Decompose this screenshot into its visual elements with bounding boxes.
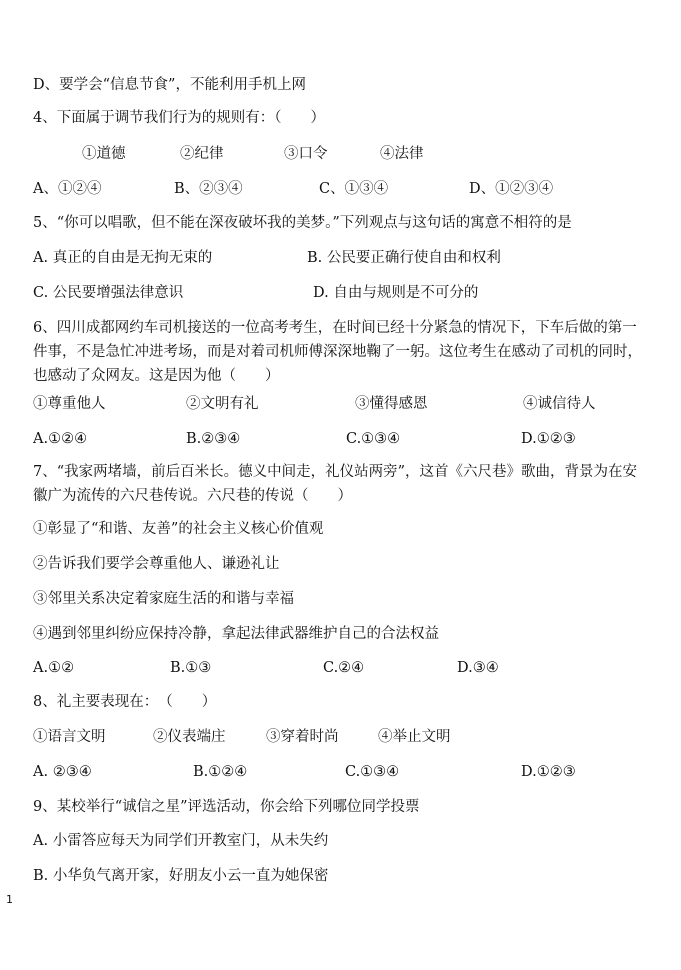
question-7: 7、“我家两堵墙，前后百米长。德义中间走，礼仪站两旁”，这首《六尺巷》歌曲，背景为在安徽广为流传的六尺巷传说。六尺巷的传说（ ） [33,464,638,504]
q4-option-d: D、①②③④ [469,181,554,197]
q6-option-b: B.②③④ [186,431,241,447]
q7-option-c: C.②④ [323,660,365,676]
q3-option-d: D、要学会“信息节食”，不能利用手机上网 [33,77,306,93]
q6-option-d: D.①②③ [521,431,576,447]
q6-item-4: ④诚信待人 [523,396,596,412]
q8-item-1: ①语言文明 [33,729,106,745]
q7-option-a: A.①② [33,660,75,676]
q4-item-1: ①道德 [82,146,126,162]
q8-item-3: ③穿着时尚 [266,729,339,745]
q8-option-a: A. ②③④ [33,764,92,780]
q7-statement-2: ②告诉我们要学会尊重他人、谦逊礼让 [33,556,280,572]
q7-statement-4: ④遇到邻里纠纷应保持冷静，拿起法律武器维护自己的合法权益 [33,626,439,642]
q5-option-a: A. 真正的自由是无拘无束的 [33,250,213,266]
q6-item-2: ②文明有礼 [186,396,259,412]
q4-option-c: C、①③④ [319,181,389,197]
question-4: 4、下面属于调节我们行为的规则有：（ ） [33,110,325,126]
q8-item-4: ④举止文明 [378,729,451,745]
q4-option-a: A、①②④ [33,181,102,197]
q5-option-b: B. 公民要正确行使自由和权利 [307,250,501,266]
q9-option-a: A. 小雷答应每天为同学们开教室门，从未失约 [33,833,329,849]
q7-option-b: B.①③ [170,660,212,676]
question-8: 8、礼主要表现在： （ ） [33,694,217,710]
q9-option-b: B. 小华负气离开家，好朋友小云一直为她保密 [33,868,329,884]
q7-statement-1: ①彰显了“和谐、友善”的社会主义核心价值观 [33,521,324,537]
q8-option-b: B.①②④ [193,764,248,780]
question-9: 9、某校举行“诚信之星”评选活动，你会给下列哪位同学投票 [33,799,420,815]
q6-item-3: ③懂得感恩 [355,396,428,412]
q4-item-4: ④法律 [380,146,424,162]
q8-option-d: D.①②③ [521,764,576,780]
q6-item-1: ①尊重他人 [33,396,106,412]
q4-option-b: B、②③④ [174,181,243,197]
q5-option-d: D. 自由与规则是不可分的 [313,285,479,301]
q6-option-c: C.①③④ [346,431,401,447]
q7-statement-3: ③邻里关系决定着家庭生活的和谐与幸福 [33,591,294,607]
q8-option-c: C.①③④ [345,764,400,780]
question-6: 6、四川成都网约车司机接送的一位高考考生，在时间已经十分紧急的情况下，下车后做的第一件事，不是急忙冲进考场，而是对着司机师傅深深地鞠了一躬。这位考生在感动了司机的同时，也感动了众网友。这是因为他（ ） [33,320,642,384]
question-5: 5、“你可以唱歌，但不能在深夜破坏我的美梦。”下列观点与这句话的寓意不相符的是 [33,215,572,231]
q4-item-3: ③口令 [284,146,328,162]
q7-option-d: D.③④ [457,660,499,676]
page-number: 1 [6,893,13,906]
q5-option-c: C. 公民要增强法律意识 [33,285,184,301]
q4-item-2: ②纪律 [180,146,224,162]
q6-option-a: A.①②④ [33,431,88,447]
q8-item-2: ②仪表端庄 [153,729,226,745]
